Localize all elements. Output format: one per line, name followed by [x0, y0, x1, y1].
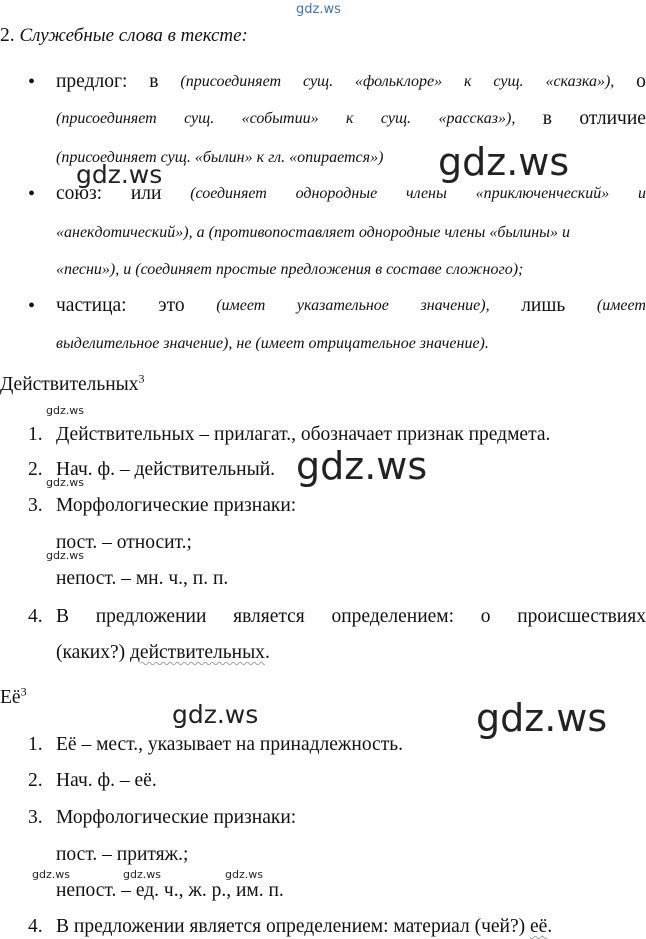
- list-item: Нач. ф. – её.: [56, 770, 157, 791]
- list-number: 1.: [28, 734, 43, 755]
- watermark-small: gdz.ws: [225, 868, 263, 881]
- watermark-medium: gdz.ws: [76, 160, 163, 189]
- bullet-line: союз: или (соединяет однородные члены «приключенческий» и: [56, 183, 646, 204]
- underlined-word: её: [530, 916, 548, 937]
- watermark-large: gdz.ws: [438, 140, 570, 184]
- bullet-line: «анекдотический»), а (противопоставляет однородные члены «былины» и: [56, 224, 570, 241]
- list-item-continuation: (каких?) действительных.: [56, 642, 270, 663]
- list-subitem: непост. – мн. ч., п. п.: [56, 568, 229, 589]
- list-number: 4.: [28, 916, 43, 937]
- underlined-word: действительных: [130, 642, 265, 663]
- list-number: 3.: [28, 495, 43, 516]
- heading-number: 2.: [0, 25, 15, 46]
- list-item: Действительных – прилагат., обозначает признак предмета.: [56, 424, 551, 445]
- watermark-large: gdz.ws: [476, 696, 608, 740]
- list-subitem: непост. – ед. ч., ж. р., им. п.: [56, 880, 284, 901]
- list-item: Её – мест., указывает на принадлежность.: [56, 734, 404, 755]
- watermark-small: gdz.ws: [46, 404, 84, 417]
- word-title: Действительных$^3$: [0, 371, 145, 395]
- bullet-line: (присоединяет сущ. «былин» к гл. «опирается»): [56, 149, 384, 166]
- list-number: 1.: [28, 424, 43, 445]
- list-number: 3.: [28, 807, 43, 828]
- watermark-small: gdz.ws: [46, 476, 84, 489]
- list-number: 2.: [28, 459, 43, 480]
- heading-text: Служебные слова в тексте:: [19, 25, 248, 46]
- watermark-large: gdz.ws: [296, 444, 428, 488]
- word-title: $Её^3$: [0, 684, 27, 708]
- list-item: Морфологические признаки:: [56, 807, 297, 828]
- list-subitem: пост. – притяж.;: [56, 844, 189, 865]
- bullet-line: (присоединяет сущ. «событии» к сущ. «рассказ»), в отличие: [56, 108, 646, 129]
- watermark-small: gdz.ws: [32, 868, 70, 881]
- list-item: В предложении является определением: о происшествиях: [56, 606, 646, 627]
- bullet-icon: •: [28, 71, 36, 93]
- bullet-line: «песни»), и (соединяет простые предложения в составе сложного);: [56, 261, 524, 278]
- bullet-line: частица: это (имеет указательное значение), лишь (имеет: [56, 295, 646, 316]
- watermark-top: gdz.ws: [296, 2, 341, 17]
- list-number: 2.: [28, 770, 43, 791]
- list-item: Нач. ф. – действительный.: [56, 459, 276, 480]
- section-heading: [0, 24, 248, 48]
- bullet-line: выделительное значение), не (имеет отрицательное значение).: [56, 335, 489, 352]
- bullet-icon: •: [28, 183, 36, 205]
- watermark-medium: gdz.ws: [172, 700, 259, 729]
- watermark-small: gdz.ws: [123, 868, 161, 881]
- list-subitem: пост. – относит.;: [56, 532, 192, 553]
- bullet-icon: •: [28, 295, 36, 317]
- bullet-line: предлог: в (присоединяет сущ. «фольклоре» к сущ. «сказка»), о: [56, 71, 646, 92]
- list-number: 4.: [28, 606, 43, 627]
- list-item: Морфологические признаки:: [56, 495, 297, 516]
- watermark-small: gdz.ws: [46, 549, 84, 562]
- list-item: В предложении является определением: материал (чей?) её.: [56, 916, 553, 937]
